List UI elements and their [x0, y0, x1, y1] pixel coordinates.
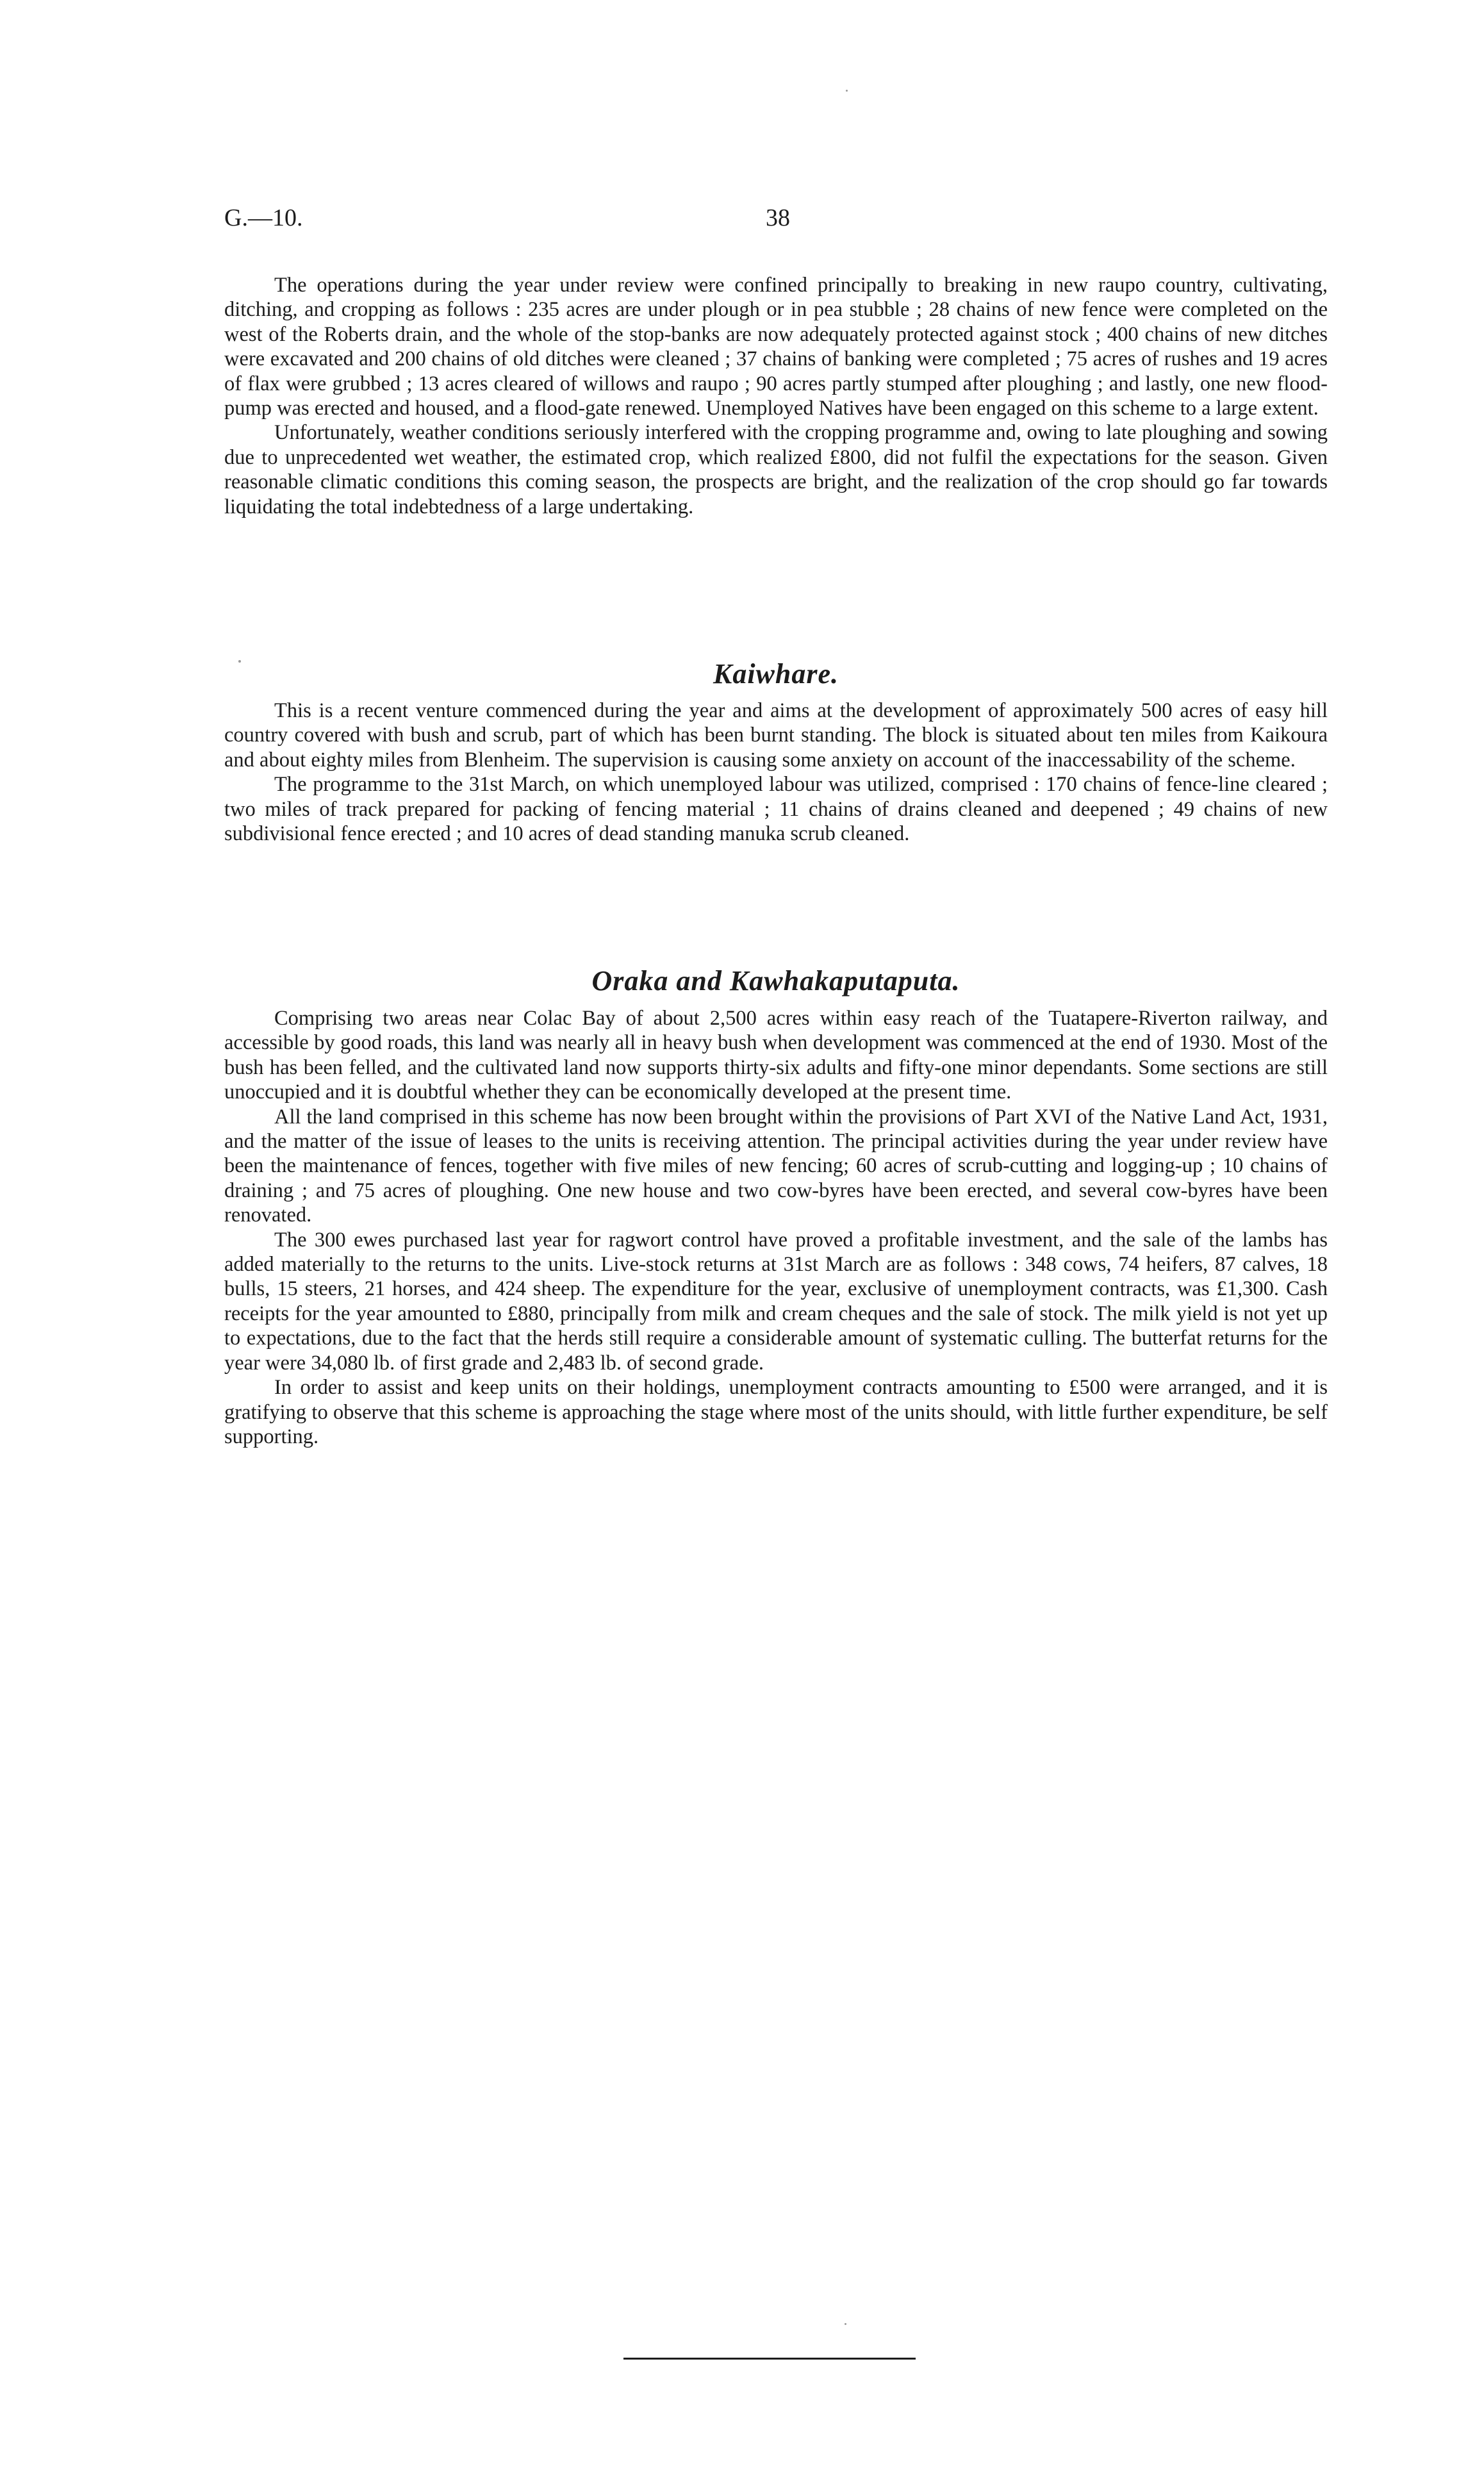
- scan-speck: [238, 660, 241, 663]
- kaiwhare-section: [224, 699, 1328, 846]
- page-header: [224, 204, 1326, 242]
- oraka-paragraph: Comprising two areas near Colac Bay of about 2,500 acres within easy reach of the Tuatapere-Riverton railway, and accessible by good roads, this land was nearly all in heavy bush when development was commenced at the end of 1930. Most of the bush has been felled, and the cultivated land now supports thirty-six adults and fifty-one minor dependants. Some sections are still unoccupied and it is doubtful whether they can be economically developed at the present time.: [224, 1007, 1328, 1104]
- intro-paragraph: Unfortunately, weather conditions seriously interfered with the cropping programme and, owing to late ploughing and sowing due to unprecedented wet weather, the estimated crop, which realized £800, did not fulfil the expectations for the season. Given reasonable climatic conditions this coming season, the prospects are bright, and the realization of the crop should go far towards liquidating the total indebtedness of a large undertaking.: [224, 421, 1328, 518]
- scan-speck: [846, 90, 848, 92]
- oraka-heading: Oraka and Kawhakaputaputa.: [591, 965, 960, 997]
- oraka-paragraph: All the land comprised in this scheme has now been brought within the provisions of Part XVI of the Native Land Act, 1931, and the matter of the issue of leases to the units is receiving attention. The principal activities during the year under review have been the maintenance of fences, together with five miles of new fencing; 60 acres of scrub-cutting and logging-up ; 10 chains of draining ; and 75 acres of ploughing. One new house and two cow-byres have been erected, and several cow-byres have been renovated.: [224, 1105, 1328, 1227]
- scan-speck: [845, 2323, 846, 2325]
- oraka-section: [224, 1006, 1328, 1449]
- intro-section: [224, 273, 1328, 519]
- kaiwhare-heading: Kaiwhare.: [713, 658, 839, 690]
- end-rule: [623, 2358, 916, 2360]
- oraka-paragraph: In order to assist and keep units on their holdings, unemployment contracts amounting to £500 were arranged, and it is gratifying to observe that this scheme is approaching the stage where most of the units should, with little further expenditure, be self supporting.: [224, 1376, 1328, 1448]
- kaiwhare-paragraph: This is a recent venture commenced during the year and aims at the development of approximately 500 acres of easy hill country covered with bush and scrub, part of which has been burnt standing. The block is situated about ten miles from Kaikoura and about eighty miles from Blenheim. The supervision is causing some anxiety on account of the inaccessability of the scheme.: [224, 699, 1328, 772]
- page-number: 38: [766, 204, 790, 231]
- oraka-paragraph: The 300 ewes purchased last year for ragwort control have proved a profitable investment, and the sale of the lambs has added materially to the returns to the units. Live-stock returns at 31st March are as follows : 348 cows, 74 heifers, 87 calves, 18 bulls, 15 steers, 21 horses, and 424 sheep. The expenditure for the year, exclusive of unemployment contracts, was £1,300. Cash receipts for the year amounted to £880, principally from milk and cream cheques and the sale of stock. The milk yield is not yet up to expectations, due to the fact that the herds still require a considerable amount of systematic culling. The butterfat returns for the year were 34,080 lb. of first grade and 2,483 lb. of second grade.: [224, 1228, 1328, 1375]
- kaiwhare-paragraph: The programme to the 31st March, on which unemployed labour was utilized, comprised : 170 chains of fence-line cleared ; two miles of track prepared for packing of fencing material ; 11 chains of drains cleaned and deepened ; 49 chains of new subdivisional fence erected ; and 10 acres of dead standing manuka scrub cleaned.: [224, 773, 1328, 846]
- document-reference: G.—10.: [224, 204, 303, 231]
- intro-paragraph: The operations during the year under review were confined principally to breaking in new raupo country, cultivating, ditching, and cropping as follows : 235 acres are under plough or in pea stubble ; 28 chains of new fence were completed on the west of the Roberts drain, and the whole of the stop-banks are now adequately protected against stock ; 400 chains of new ditches were excavated and 200 chains of old ditches were cleaned ; 37 chains of banking were completed ; 75 acres of rushes and 19 acres of flax were grubbed ; 13 acres cleared of willows and raupo ; 90 acres partly stumped after ploughing ; and lastly, one new flood-pump was erected and housed, and a flood-gate renewed. Unemployed Natives have been engaged on this scheme to a large extent.: [224, 274, 1328, 420]
